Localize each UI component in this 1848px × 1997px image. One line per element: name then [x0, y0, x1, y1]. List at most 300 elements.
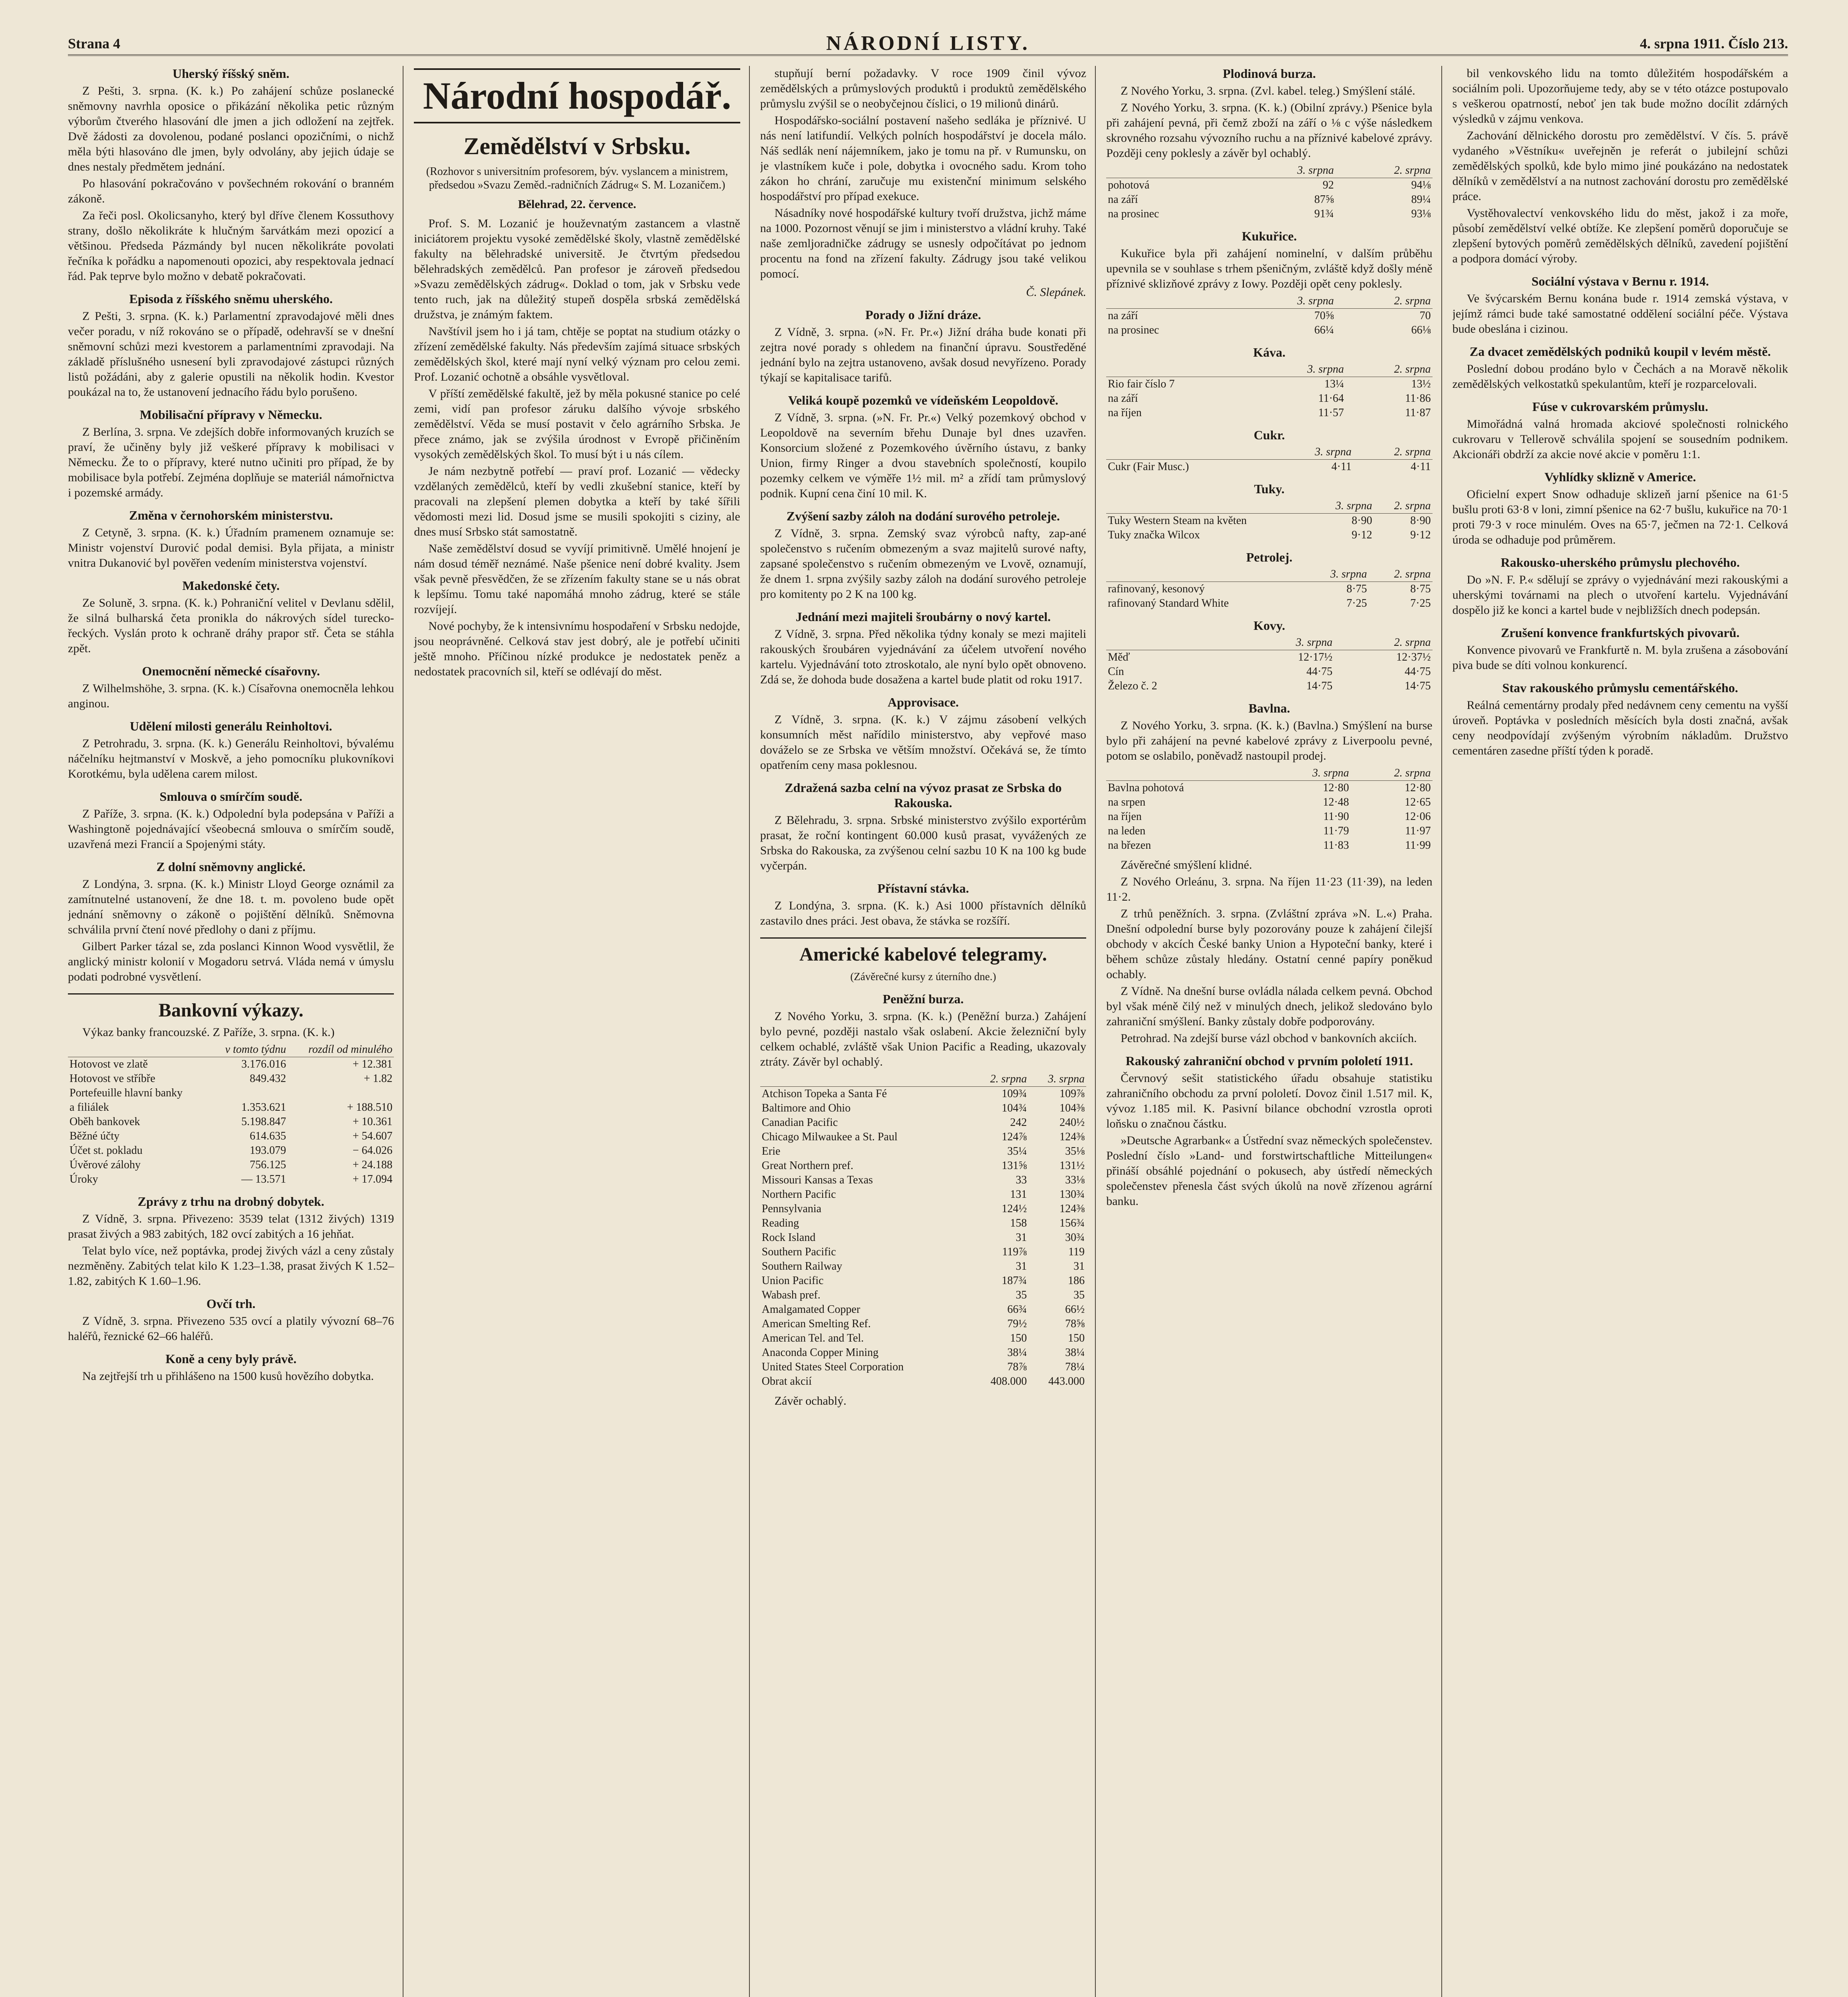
- table-cell: 35: [1015, 1289, 1027, 1301]
- table-cell: Hotovost ve stříbře: [70, 1072, 155, 1085]
- table-header-row: [1106, 294, 1432, 309]
- table-cell: Úroky: [70, 1173, 98, 1185]
- table-cell: Atchison Topeka a Santa Fé: [761, 1088, 887, 1100]
- table-cell: 156¾: [1059, 1217, 1085, 1229]
- table-cell: 14·75: [1306, 680, 1333, 692]
- paragraph: Z Vídně, 3. srpna. Přivezeno 535 ovcí a platily vývozní 68–76 haléřů, řeznické 62–66 haléřů.: [68, 1314, 394, 1343]
- paragraph: Telat bylo více, než poptávka, prodej živých vázl a ceny zůstaly nezměněny. Zabitých telat kilo K 1.23–1.38, prasat živých K 1.52–1.82, zabitých K 1.60–1.96.: [68, 1244, 394, 1288]
- table-cell: 8·90: [1410, 514, 1431, 527]
- table-cell: 30¾: [1065, 1231, 1085, 1244]
- paragraph: Mimořádná valná hromada akciové společnosti rolnického cukrovaru v Tellerově schválila spojení se sousedním podnikem. Akcionáři obdrží za akcie nové akcie v poměru 1:1.: [1452, 417, 1788, 461]
- table-row: [68, 1086, 394, 1100]
- table-cell: Great Northern pref.: [761, 1159, 854, 1172]
- paragraph: Z Nového Orleánu, 3. srpna. Na říjen 11·23 (11·39), na leden 11·2.: [1106, 875, 1433, 903]
- table-cell: 44·75: [1405, 665, 1431, 678]
- table-cell: 443.000: [1048, 1375, 1085, 1388]
- paragraph: Naše zemědělství dosud se vyvíjí primitivně. Umělé hnojení je nám dosud téměř neznámé. Naše pšenice není dobré kvality. Jsem však pevně přesvědčen, že se zřízením fakulty stane se u nás obrat k lepšímu. Tomu také napomáhá mnoho zádrug, které se stále rozvíjejí.: [414, 542, 740, 616]
- table-cell: Southern Railway: [761, 1260, 843, 1272]
- table-cell: na březen: [1108, 839, 1151, 852]
- paragraph: Z Berlína, 3. srpna. Ve zdejších dobře informovaných kruzích se praví, že učiněny byly již veškeré přípravy k mobilisaci v Německu. Že to o přípravy, které nutno učiniti pro případ, že by mobilisace byla potřebí. Zejména doplňuje se materiál námořnictva i pozemské armády.: [68, 425, 394, 499]
- table-cell: na srpen: [1108, 796, 1146, 808]
- headline: Změna v černohorském ministerstvu.: [129, 508, 333, 522]
- column-header: 3. srpna: [1238, 163, 1335, 178]
- table-cell: 8·90: [1351, 514, 1372, 527]
- headline: Udělení milosti generálu Reinholtovi.: [129, 719, 332, 733]
- headline: Approvisace.: [887, 695, 959, 709]
- column-header: 2. srpna: [1369, 567, 1433, 582]
- newspaper-title: NÁRODNÍ LISTY.: [826, 32, 1030, 55]
- headline: Makedonské čety.: [182, 578, 280, 593]
- table-cell: Cín: [1108, 665, 1124, 678]
- paragraph: V příští zemědělské fakultě, jež by měla pokusné stanice po celé zemi, vidí pan profesor záruku dalšího vývoje srbského zemědělství. Věda se musí postavit v čelo agrárního Srbska. Je přece známo, jak se zvýšila úrodnost v Evropě přičiněním vysokých zemědělských škol. To musí být i u nás cílem.: [414, 387, 740, 461]
- paragraph: Z Londýna, 3. srpna. (K. k.) Asi 1000 přístavních dělníků zastavilo dnes práci. Jest obava, že stávka se rozšíří.: [760, 899, 1087, 927]
- column-header: 2. srpna: [1351, 766, 1433, 781]
- table-cell: 87⅝: [1314, 193, 1334, 206]
- table-cell: 35: [1073, 1289, 1085, 1301]
- paragraph: Výkaz banky francouzské. Z Paříže, 3. srpna. (K. k.): [82, 1026, 335, 1039]
- table-cell: + 188.510: [347, 1101, 393, 1114]
- column-header: 3. srpna: [1269, 766, 1351, 781]
- table-cell: Chicago Milwaukee a St. Paul: [761, 1131, 898, 1143]
- table-cell: 89¼: [1411, 193, 1431, 206]
- headline: Porady o Jižní dráze.: [865, 308, 981, 322]
- table-cell: 7·25: [1346, 597, 1367, 609]
- headline: Peněžní burza.: [882, 992, 964, 1006]
- paragraph: Závěr ochablý.: [774, 1394, 847, 1407]
- headline: Veliká koupě pozemků ve vídeňském Leopoldově.: [788, 393, 1059, 407]
- table-row: [1106, 207, 1432, 221]
- table-row: [760, 1231, 1086, 1245]
- headline: Přístavní stávka.: [877, 881, 969, 895]
- table-cell: 38¼: [1065, 1346, 1085, 1359]
- table-cell: Reading: [761, 1217, 799, 1229]
- table-row: [760, 1259, 1086, 1274]
- table-row: [760, 1374, 1086, 1389]
- headline: Jednání mezi majiteli šroubárny o nový kartel.: [795, 609, 1051, 624]
- table-cell: 11·57: [1318, 407, 1344, 419]
- table-cell: a filiálek: [70, 1101, 109, 1114]
- table-cell: 104⅜: [1059, 1102, 1085, 1114]
- paragraph: stupňují berní požadavky. V roce 1909 činil vývoz zemědělských a průmyslových produktů i produktů zemědělského průmyslu zvýšil se o neobyčejnou číslici, o 19 milionů dinárů.: [760, 67, 1087, 110]
- table-cell: American Smelting Ref.: [761, 1318, 871, 1330]
- table-cell: Měď: [1108, 651, 1130, 663]
- table-cell: + 12.381: [352, 1058, 393, 1070]
- paragraph: Z Cetyně, 3. srpna. (K. k.) Úřadním pramenem oznamuje se: Ministr vojenství Durović podal demisi. Byla přijata, a ministr vnitra Dukanović byl pověřen vedením ministerstva vojenství.: [68, 526, 394, 570]
- column-header: 3. srpna: [1028, 1072, 1086, 1087]
- headline: Sociální výstava v Bernu r. 1914.: [1531, 274, 1709, 288]
- table-header-row: [1106, 567, 1432, 582]
- table-cell: pohotová: [1108, 179, 1150, 191]
- table-cell: Oběh bankovek: [70, 1116, 140, 1128]
- table-row: [760, 1187, 1086, 1202]
- table-cell: 150: [1010, 1332, 1027, 1344]
- table-cell: Úvěrové zálohy: [70, 1159, 141, 1171]
- table-cell: 66¼: [1314, 324, 1334, 336]
- table-cell: + 24.188: [352, 1159, 393, 1171]
- table-row: [68, 1100, 394, 1115]
- table-row: [1106, 193, 1432, 207]
- table-cell: 11·97: [1405, 825, 1431, 837]
- table-cell: 240½: [1059, 1116, 1085, 1129]
- paragraph: Z Nového Yorku, 3. srpna. (K. k.) (Bavlna.) Smýšlení na burse bylo při zahájení na pevné kabelové zprávy z Liverpoolu pevné, potom se oslabilo, poněvadž nastoupil prodej.: [1106, 719, 1433, 762]
- table-cell: Rio fair číslo 7: [1108, 378, 1175, 390]
- table-cell: Rock Island: [761, 1231, 816, 1244]
- table-cell: Anaconda Copper Mining: [761, 1346, 879, 1359]
- table-cell: 9·12: [1410, 529, 1431, 541]
- paragraph: Petrohrad. Na zdejší burse vázl obchod v bankovních akciích.: [1121, 1032, 1417, 1045]
- table-cell: 849.432: [250, 1072, 286, 1085]
- table-cell: Southern Pacific: [761, 1246, 836, 1258]
- column-header: 3. srpna: [1259, 362, 1345, 377]
- table-cell: 131: [1010, 1188, 1027, 1201]
- paragraph: Vystěhovalectví venkovského lidu do měst, jakož i za moře, působí zemědělství velké obtíže. Ke zlepšení poměrů doporučuje se zlepšení bytových poměrů zemědělských dělníků, zavedení pojištění a podpora domácí výroby.: [1452, 206, 1788, 265]
- table-header-row: [1106, 766, 1432, 781]
- petroleum-table: [1106, 567, 1432, 611]
- headline: Zprávy z trhu na drobný dobytek.: [137, 1194, 324, 1209]
- table-cell: 124⅜: [1059, 1203, 1085, 1215]
- table-cell: 11·86: [1405, 392, 1431, 405]
- column-1: [68, 66, 403, 1997]
- paragraph: Z Vídně, 3. srpna. (»N. Fr. Pr.«) Jižní dráha bude konati při zejtra nové porady s ohledem na finanční úpravu. Soustředěné jednání bylo na zejtra ustanoveno, avšak dosud nevyřízeno. Porady týkají se kapitalisace tarifů.: [760, 326, 1087, 384]
- paragraph: Z Nového Yorku, 3. srpna. (K. k.) (Obilní zprávy.) Pšenice byla při zahájení pevná, při čemž zboží na září o ⅛ c výše následkem skrovného rozsahu vývozního ruchu a na příznivé kabelové zprávy. Později ceny poklesly a závěr byl ochablý.: [1106, 101, 1433, 160]
- headline: Ovčí trh.: [206, 1296, 256, 1311]
- table-cell: 44·75: [1306, 665, 1333, 678]
- table-row: [1106, 178, 1432, 193]
- table-row: [760, 1360, 1086, 1374]
- table-cell: 408.000: [990, 1375, 1027, 1388]
- table-header-row: [68, 1042, 394, 1057]
- table-cell: rafinovaný Standard White: [1108, 597, 1229, 609]
- table-cell: Bavlna pohotová: [1108, 782, 1184, 794]
- table-row: [760, 1101, 1086, 1116]
- paragraph: Navštívil jsem ho i já tam, chtěje se poptat na studium otázky o zřízení zemědělské fakulty. Nás především zajímá situace srbských zemědělských škol, které mají nyní velký význam pro celou zemi. Prof. Lozanić ochotně a obsáhle vysvětloval.: [414, 325, 740, 383]
- paragraph: Násadníky nové hospodářské kultury tvoří družstva, jichž máme na 1000. Pozornost věnují se jim i ministerstvo a vládní kruhy. Také naše zemljoradničke zádrugy se usnesly odpočítávat po jednom procentu na fond na zřízení fakulty. Zádrugy jsou také velikou pomocí.: [760, 206, 1087, 280]
- paragraph: Z Londýna, 3. srpna. (K. k.) Ministr Lloyd George oznámil za zamítnutelné ustanovení, že dne 18. t. m. povoleno bude opět jednání sněmovny o zákoně o pojištění dělníků. Sněmovna schválila první čtení nové předlohy o dani z příjmu.: [68, 877, 394, 936]
- column-2: [414, 66, 749, 1997]
- table-cell: + 10.361: [352, 1116, 393, 1128]
- table-row: [1106, 679, 1432, 693]
- metals-table: [1106, 635, 1432, 693]
- headline: Koně a ceny byly právě.: [165, 1352, 297, 1366]
- paragraph: Do »N. F. P.« sdělují se zprávy o vyjednávání mezi rakouskými a uherskými továrnami na plech o utvoření kartelu. Vyjednávání dospělo již ke konci a kartel bude v nejbližších dnech podepsán.: [1452, 573, 1788, 617]
- table-cell: 3.176.016: [241, 1058, 286, 1070]
- page-header: [68, 28, 1788, 56]
- section-subtitle: (Závěrečné kursy z úterního dne.): [850, 971, 996, 983]
- cotton-table: [1106, 766, 1432, 853]
- paragraph: Po hlasování pokračováno v povšechném rokování o branném zákoně.: [68, 177, 394, 205]
- headline: Mobilisační přípravy v Německu.: [139, 407, 322, 422]
- column-header: v tomto týdnu: [210, 1042, 288, 1057]
- paragraph: Z Vídně. Na dnešní burse ovládla nálada celkem pevná. Obchod byl však méně čilý než v minulých dnech, jelikož sledováno bylo zahraniční smýšlení. Banky zůstaly dobře podporovány.: [1106, 985, 1433, 1028]
- paragraph: Z Wilhelmshöhe, 3. srpna. (K. k.) Císařovna onemocněla lehkou anginou.: [68, 682, 394, 710]
- table-cell: 11·64: [1318, 392, 1344, 405]
- table-cell: 31: [1073, 1260, 1085, 1272]
- table-cell: 13½: [1411, 378, 1431, 390]
- headline: Kovy.: [1253, 618, 1285, 633]
- headline: Fúse v cukrovarském průmyslu.: [1532, 399, 1708, 414]
- table-row: [760, 1216, 1086, 1231]
- table-cell: 124⅜: [1059, 1131, 1085, 1143]
- table-cell: 150: [1068, 1332, 1085, 1344]
- paragraph: Z Nového Yorku, 3. srpna. (K. k.) (Peněžní burza.) Zahájení bylo pevné, později nastalo však oslabení. Akcie železniční byly celkem ochablé, zvláště však Union Pacific a Reading, ukazovaly ztráty. Závěr byl ochablý.: [760, 1010, 1087, 1068]
- table-cell: 12·06: [1405, 810, 1431, 823]
- column-header: [1106, 499, 1315, 514]
- table-cell: + 17.094: [352, 1173, 393, 1185]
- table-cell: 756.125: [250, 1159, 286, 1171]
- table-cell: 12·80: [1323, 782, 1349, 794]
- table-cell: 31: [1015, 1260, 1027, 1272]
- table-cell: 38¼: [1007, 1346, 1027, 1359]
- table-cell: + 54.607: [352, 1130, 393, 1142]
- wheat-table: [1106, 163, 1432, 221]
- paragraph: Za řeči posl. Okolicsanyho, který byl dříve členem Kossuthovy strany, došlo několikráte k hlučným šarvátkám mezi opozicí a většinou. Předseda Pázmándy byl nucen několikráte povolati řečníka k pořádku a napomenouti opozici, aby respektovala jednací řád. Pak teprve bylo možno v debatě pokračovati.: [68, 209, 394, 283]
- table-cell: na říjen: [1108, 810, 1142, 823]
- table-cell: 11·79: [1323, 825, 1349, 837]
- column-header: 2. srpna: [1345, 362, 1432, 377]
- column-header: 2. srpna: [1353, 445, 1432, 460]
- paragraph: Z Petrohradu, 3. srpna. (K. k.) Generálu Reinholtovi, bývalému náčelníku hejtmanství v Moskvě, a jeho pomocníku plukovníkovi Korotkému, byla udělena carem milost.: [68, 737, 394, 780]
- table-cell: Tuky Western Steam na květen: [1108, 514, 1247, 527]
- table-row: [1106, 323, 1432, 337]
- table-row: [1106, 514, 1432, 528]
- table-cell: 35⅛: [1065, 1145, 1085, 1157]
- headline: Smlouva o smírčím soudě.: [159, 789, 302, 804]
- paragraph: Z Vídně, 3. srpna. (»N. Fr. Pr.«) Velký pozemkový obchod v Leopoldově na severním břehu Dunaje byl dnes uzavřen. Konsorcium složené z Pozemkového úvěrního ústavu, z banky Union, firmy Ringer a dvou stavebních společností, koupilo pozemky celkem ve výměře 1½ mil. m² a zřídí tam průmyslový podnik. Kupní cena činí 10 mil. K.: [760, 411, 1087, 500]
- table-cell: 109⅞: [1059, 1088, 1085, 1100]
- table-row: [760, 1087, 1086, 1102]
- table-cell: 9·12: [1351, 529, 1372, 541]
- table-cell: Missouri Kansas a Texas: [761, 1174, 873, 1186]
- table-cell: 124½: [1001, 1203, 1027, 1215]
- paragraph: Z Paříže, 3. srpna. (K. k.) Odpolední byla podepsána v Paříži a Washingtoně pojednávající všeobecná smlouva o smírčím soudě, uzavřená mezi Francií a Spojenými státy.: [68, 807, 394, 851]
- table-row: [1106, 650, 1432, 665]
- column-header: 3. srpna: [1305, 567, 1369, 582]
- table-row: [1106, 460, 1432, 474]
- table-row: [1106, 665, 1432, 679]
- column-header: [760, 1072, 971, 1087]
- table-cell: Canadian Pacific: [761, 1116, 838, 1129]
- table-cell: 119⅞: [1002, 1246, 1027, 1258]
- table-cell: 14·75: [1405, 680, 1431, 692]
- dateline: Bělehrad, 22. července.: [518, 198, 636, 211]
- column-header: [68, 1042, 210, 1057]
- headline: Onemocnění německé císařovny.: [142, 664, 320, 678]
- headline: Cukr.: [1254, 428, 1285, 442]
- table-cell: 92: [1323, 179, 1334, 191]
- table-header-row: [1106, 445, 1432, 460]
- headline: Kukuřice.: [1242, 229, 1297, 243]
- column-5: [1453, 66, 1788, 1997]
- fat-table: [1106, 499, 1432, 542]
- table-cell: 12·80: [1405, 782, 1431, 794]
- table-cell: − 64.026: [352, 1144, 393, 1157]
- headline: Zvýšení sazby záloh na dodání surového petroleje.: [786, 509, 1060, 523]
- table-row: [1106, 309, 1432, 324]
- table-cell: 1.353.621: [241, 1101, 286, 1114]
- column-header: 2. srpna: [1374, 499, 1433, 514]
- table-row: [760, 1245, 1086, 1259]
- table-row: [1106, 781, 1432, 796]
- paragraph: Z trhů peněžních. 3. srpna. (Zvláštní zpráva »N. L.«) Praha. Dnešní odpolední burse byly pozorovány pouze k zahájení čilejší obchody v akcích České banky Union a Hypoteční banky, které i během schůze zůstaly hledány. Ostatní cenné papíry poněkud ochably.: [1106, 907, 1433, 981]
- table-cell: Erie: [761, 1145, 781, 1157]
- table-cell: 33⅛: [1065, 1174, 1085, 1186]
- headline: Zdražená sazba celní na vývoz prasat ze Srbska do Rakouska.: [785, 780, 1062, 810]
- paragraph: bil venkovského lidu na tomto důležitém hospodářském a sociálním poli. Upozorňujeme tedy, aby se v této otázce postupovalo s veškerou opatrností, neboť jen tak bude možno docílit zdárných výsledků v zájmu venkova.: [1452, 67, 1788, 125]
- headline: Káva.: [1253, 345, 1286, 359]
- column-header: [1106, 294, 1238, 309]
- table-cell: 12·65: [1405, 796, 1431, 808]
- table-row: [1106, 596, 1432, 611]
- paragraph: Závěrečné smýšlení klidné.: [1121, 858, 1252, 871]
- paragraph: Z Pešti, 3. srpna. (K. k.) Parlamentní zpravodajové měli dnes večer poradu, v níž rokováno se o případě, odehravší se v dnešní sněmovní schůzi mezi kvestorem a parlamentními zpravodaji. Na základě příslušného usnesení byli zpravodajové zástupci různých listů požádáni, aby z galerie opustili na několik hodin. Kvestor poukázal na to, že ustanovení jednacího řádu bylo porušeno.: [68, 310, 394, 399]
- paragraph: Z Vídně, 3. srpna. Přivezeno: 3539 telat (1312 živých) 1319 prasat živých a 983 zabitých, 182 ovcí zabitých a 16 jehňat.: [68, 1212, 394, 1241]
- table-row: [1106, 406, 1432, 420]
- table-cell: 12·48: [1323, 796, 1349, 808]
- paragraph: Je nám nezbytně potřebí — praví prof. Lozanić — vědecky vzdělaných zemědělců, kteří by vedli zkušební stanice, kteří by pracovali na zlepšení plemen dobytka a kteří by také šířili vědomosti mezi lid. Dosud jsme se musili spokojiti s ciziny, ale dnes musí Srbsko stát samostatně.: [414, 465, 740, 538]
- paragraph: Gilbert Parker tázal se, zda poslanci Kinnon Wood vysvětlil, že anglický ministr kolonií v Mogadoru setrvá. Vláda nemá v úmyslu podati podrobné vysvětlení.: [68, 940, 394, 983]
- table-cell: 79½: [1007, 1318, 1027, 1330]
- stock-table: [760, 1072, 1086, 1389]
- table-header-row: [1106, 635, 1432, 650]
- table-cell: 11·90: [1323, 810, 1349, 823]
- table-row: [1106, 528, 1432, 542]
- table-cell: 8·75: [1410, 583, 1431, 595]
- paragraph: Z Pešti, 3. srpna. (K. k.) Po zahájení schůze poslanecké sněmovny navrhla oposice o přikázání několika petic různým výborům čtverého hlasování dle jmen a jich odložení na zejtřek. Dvě žádosti za dovolenou, podané poslanci opozičními, o nichž měla býti hlasováno dle jmen, byly odvolány, aby jejich údaje se dnes nestaly předmětem jednání.: [68, 84, 394, 173]
- table-cell: 94⅛: [1411, 179, 1431, 191]
- paragraph: Poslední dobou prodáno bylo v Čechách a na Moravě několik zemědělských velkostatků spekulantům, kteří je rozparcelovali.: [1452, 362, 1788, 391]
- paragraph: Hospodářsko-sociální postavení našeho sedláka je příznivé. U nás není latifundií. Velkých polních hospodářství je docela málo. Náš sedlák není nájemníkem, jako je tomu na př. v Rumunsku, on je vlastníkem kuče i pole, dobytka i ovocného sadu. Krom toho zákon ho chrání, zaručuje mu existenční minimum selského hospodářství pro případ exekuce.: [760, 114, 1087, 203]
- column-header: 2. srpna: [1335, 163, 1433, 178]
- table-row: [1106, 838, 1432, 853]
- table-row: [68, 1115, 394, 1129]
- table-row: [68, 1072, 394, 1086]
- paragraph: Prof. S. M. Lozanić je houževnatým zastancem a vlastně iniciátorem projektu vysoké zemědělské školy, vlastně zemědělské fakulty na bělehradské universitě. Je čtvrtým předsedou bělehradských zemědělců. Pan profesor je zároveň předsedou »Svazu zemědělských zádrug«. Doklad o tom, jak v Srbsku vede tento ruch, jak na důležitý stupeň dospěla srbská zemědělská družstva, je známým faktem.: [414, 217, 740, 321]
- table-header-row: [760, 1072, 1086, 1087]
- table-row: [760, 1274, 1086, 1288]
- headline: Tuky.: [1254, 482, 1285, 496]
- headline: Plodinová burza.: [1222, 66, 1316, 81]
- headline: Uherský říšský sněm.: [172, 66, 290, 81]
- column-header: 2. srpna: [1334, 635, 1433, 650]
- table-cell: [288, 1086, 394, 1100]
- column-header: [1106, 445, 1274, 460]
- table-cell: [210, 1086, 288, 1100]
- column-header: 2. srpna: [971, 1072, 1029, 1087]
- table-cell: na prosinec: [1108, 208, 1159, 220]
- paragraph: Oficielní expert Snow odhaduje sklizeň jarní pšenice na 61·5 bušlu proti 63·8 v loni, zimní pšenice na 62·7 bušlu, kukuřice na 70·1 proti 79·3 v roce minulém. Oves na 65·7, ječmen na 72·1. Celková úroda se odhaduje pod průměrem.: [1452, 488, 1788, 546]
- table-cell: na září: [1108, 193, 1138, 206]
- coffee-table: [1106, 362, 1432, 420]
- headline: Bavlna.: [1248, 701, 1290, 715]
- table-row: [1106, 582, 1432, 597]
- column-header: 3. srpna: [1238, 294, 1335, 309]
- table-row: [1106, 824, 1432, 838]
- table-row: [1106, 810, 1432, 824]
- paragraph: Z Bělehradu, 3. srpna. Srbské ministerstvo zvýšilo exportérům prasat, že roční kontingent 60.000 kusů prasat, vyvážených ze Srbska do Rakouska, za zvýšenou celní sazbu 10 K na 100 kg bude vyčerpán.: [760, 814, 1087, 872]
- table-cell: 124⅞: [1001, 1131, 1027, 1143]
- sugar-table: [1106, 445, 1432, 474]
- table-row: [760, 1302, 1086, 1317]
- table-cell: 187¾: [1001, 1274, 1027, 1287]
- paragraph: »Deutsche Agrarbank« a Ústřední svaz německých společenstev. Poslední číslo »Land- und forstwirtschaftliche Mitteilungen« přináší obsáhlé pojednání o pokusech, aby ústředí německých společenstev přenesla část svých úkolů na nově zřízenou agrární banku.: [1106, 1134, 1433, 1208]
- table-row: [68, 1143, 394, 1158]
- table-row: [760, 1202, 1086, 1216]
- table-row: [68, 1057, 394, 1072]
- column-3: [760, 66, 1096, 1997]
- table-row: [1106, 795, 1432, 810]
- paragraph: Zachování dělnického dorostu pro zemědělství. V čís. 5. právě vydaného »Věstníku« uveřejněn je referát o jubilejní schůzi zemědělských spolků, kde bylo mimo jiné poukázáno na nedostatek dělníků v zemědělství a na nutnost zachování dorostu pro zemědělské práce.: [1452, 129, 1788, 203]
- paragraph: Nové pochyby, že k intensivnímu hospodaření v Srbsku nedojde, jsou neoprávněné. Celková stav jest dobrý, ale je potřebí učiniti ještě mnoho. Příčinou nízké produkce je nedostatek peněz a nedostatek pracovních sil, kteří se odlévají do měst.: [414, 619, 740, 678]
- table-cell: 66¾: [1007, 1303, 1027, 1316]
- author-signature: Č. Slepánek.: [1026, 286, 1087, 299]
- column-header: [1106, 163, 1238, 178]
- table-row: [68, 1172, 394, 1187]
- headline: Vyhlídky sklizně v Americe.: [1544, 470, 1696, 484]
- paragraph: Červnový sešit statistického úřadu obsahuje statistiku zahraničního obchodu za první pololetí. Dovoz činil 1.517 mil. K, vývoz 1.185 mil. K. Pasivní bilance obchodní vzrostla oproti loňsku o značnou částku.: [1106, 1072, 1433, 1130]
- table-cell: 78⅝: [1065, 1318, 1085, 1330]
- headline: Stav rakouského průmyslu cementářského.: [1502, 681, 1738, 695]
- table-cell: 31: [1015, 1231, 1027, 1244]
- table-row: [760, 1173, 1086, 1187]
- table-cell: 109¾: [1001, 1088, 1027, 1100]
- table-cell: 4·11: [1331, 461, 1352, 473]
- table-cell: — 13.571: [241, 1173, 286, 1185]
- table-row: [760, 1317, 1086, 1331]
- column-4: [1106, 66, 1442, 1997]
- table-cell: Union Pacific: [761, 1274, 824, 1287]
- table-cell: Běžné účty: [70, 1130, 120, 1142]
- table-cell: 104¾: [1001, 1102, 1027, 1114]
- table-cell: Amalgamated Copper: [761, 1303, 860, 1316]
- table-cell: 70: [1419, 310, 1431, 322]
- table-cell: American Tel. and Tel.: [761, 1332, 864, 1344]
- headline: Za dvacet zemědělských podniků koupil v levém městě.: [1469, 344, 1771, 359]
- table-cell: rafinovaný, kesonový: [1108, 583, 1205, 595]
- table-cell: Pennsylvania: [761, 1203, 822, 1215]
- table-cell: 7·25: [1410, 597, 1431, 609]
- table-cell: 5.198.847: [241, 1116, 286, 1128]
- table-row: [1106, 391, 1432, 406]
- article-columns: [68, 66, 1788, 1997]
- paragraph: Na zejtřejší trh u přihlášeno na 1500 kusů hovězího dobytka.: [82, 1370, 374, 1383]
- table-row: [760, 1346, 1086, 1360]
- column-header: [1106, 567, 1305, 582]
- table-cell: 158: [1010, 1217, 1027, 1229]
- table-cell: Hotovost ve zlatě: [70, 1058, 148, 1070]
- table-header-row: [1106, 362, 1432, 377]
- section-masthead: Národní hospodář.: [414, 68, 740, 123]
- section-headline: Americké kabelové telegramy.: [760, 937, 1086, 967]
- table-cell: 119: [1068, 1246, 1085, 1258]
- table-cell: 4·11: [1411, 461, 1431, 473]
- table-cell: na leden: [1108, 825, 1146, 837]
- paragraph: Kukuřice byla při zahájení nominelní, v dalším průběhu upevnila se v souhlase s trhem pšeničným, zvláště když došly méně příznivé sklizňové zprávy z Iowy. Později opět ceny poklesly.: [1106, 247, 1433, 290]
- headline: Zrušení konvence frankfurtských pivovarů.: [1501, 625, 1740, 640]
- table-cell: + 1.82: [364, 1072, 393, 1085]
- table-cell: 131⅝: [1001, 1159, 1027, 1172]
- column-header: rozdíl od minulého: [288, 1042, 394, 1057]
- section-headline: Bankovní výkazy.: [68, 993, 394, 1022]
- table-row: [760, 1159, 1086, 1173]
- table-cell: 11·87: [1405, 407, 1431, 419]
- table-cell: 131½: [1059, 1159, 1085, 1172]
- table-cell: Tuky značka Wilcox: [1108, 529, 1200, 541]
- column-header: 3. srpna: [1315, 499, 1374, 514]
- table-cell: 11·83: [1323, 839, 1349, 852]
- table-header-row: [1106, 163, 1432, 178]
- paragraph: Konvence pivovarů ve Frankfurtě n. M. byla zrušena a zásobování piva bude se díti volnou konkurencí.: [1452, 643, 1788, 672]
- paragraph: Z Vídně, 3. srpna. Před několika týdny konaly se mezi majiteli rakouských šroubáren vyjednávání za účelem utvoření nového kartelu. Vyjednávání toto ztroskotalo, ale nyní bylo opět obnoveno. Zdá se, že dohoda bude dosažena a kartel bude platit od roku 1917.: [760, 627, 1087, 686]
